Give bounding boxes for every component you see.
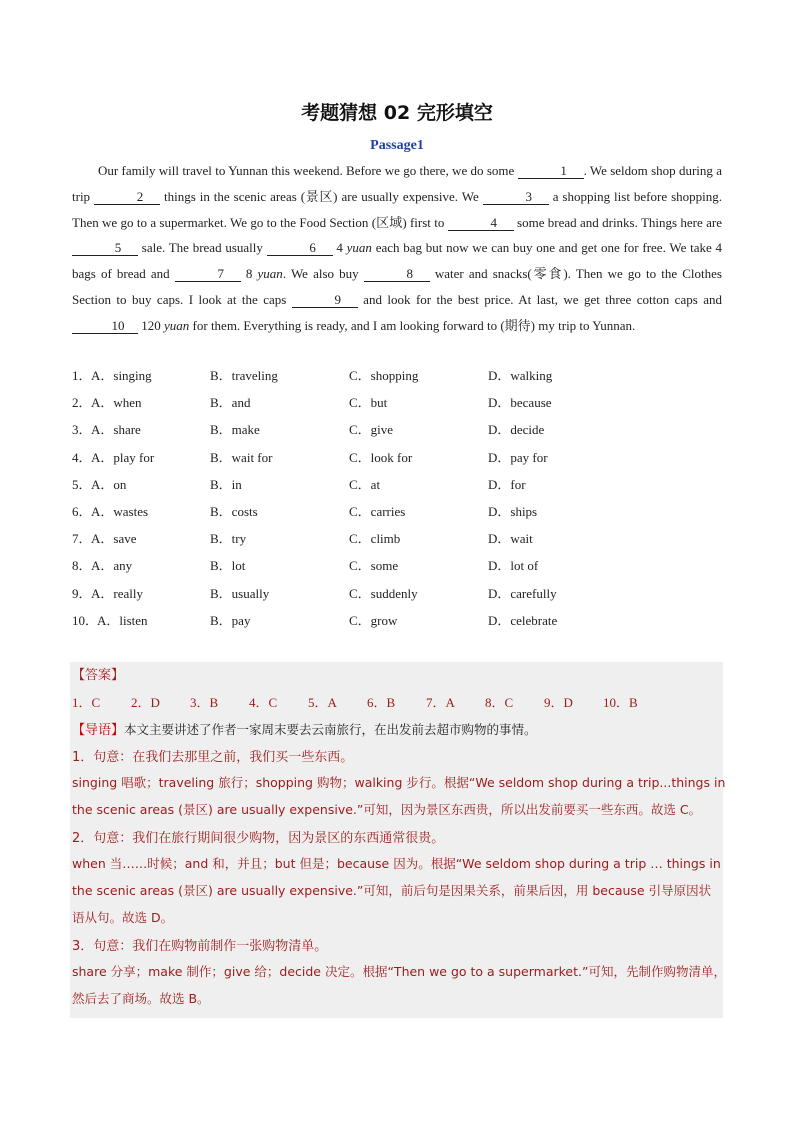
blank-3: 3 bbox=[483, 190, 549, 205]
option-a: A．save bbox=[91, 531, 137, 547]
question-list bbox=[72, 365, 732, 637]
option-d: D．walking bbox=[488, 368, 553, 383]
option-b: B．costs bbox=[210, 503, 258, 519]
option-a: A．wastes bbox=[91, 503, 149, 519]
question-row bbox=[72, 474, 732, 501]
yuan-word: yuan bbox=[346, 240, 372, 256]
question-row bbox=[72, 419, 732, 446]
option-a: A．share bbox=[91, 422, 141, 438]
blank-5: 5 bbox=[72, 241, 138, 256]
option-d: D．for bbox=[488, 476, 526, 492]
passage-segment: some bread and drinks. Things here are bbox=[513, 214, 722, 230]
question-row bbox=[72, 447, 732, 474]
option-d: D．ships bbox=[488, 503, 538, 519]
passage-segment: sale. The bread usually bbox=[138, 240, 267, 256]
question-row bbox=[72, 583, 732, 610]
option-c: C．at bbox=[349, 476, 381, 492]
explanation-1-line: singing 唱歌；traveling 旅行；shopping 购物；walking 步行。根据“We seldom shop during a trip...things in bbox=[72, 775, 726, 790]
passage-text bbox=[72, 158, 722, 339]
option-a: A．when bbox=[91, 395, 142, 411]
question-number: 10． bbox=[72, 612, 99, 628]
answer-item: 2．D bbox=[131, 695, 160, 710]
answer-key-row bbox=[72, 692, 712, 712]
passage-segment: for them. Everything is ready, and I am looking forward to (期待) my trip to Yunnan. bbox=[189, 317, 636, 333]
question-number: 2． bbox=[72, 395, 92, 411]
option-b: B．traveling bbox=[210, 368, 278, 383]
option-b: B．pay bbox=[210, 612, 251, 628]
question-row bbox=[72, 365, 732, 392]
question-row bbox=[72, 528, 732, 555]
answer-item: 5．A bbox=[308, 695, 337, 710]
question-number: 9． bbox=[72, 585, 92, 601]
option-c: C．shopping bbox=[349, 368, 419, 383]
explanation-2-line: when 当……时候；and 和，并且；but 但是；because 因为。根据“We seldom shop during a trip … things in bbox=[72, 856, 721, 871]
passage-segment: and look for the best price. At last, we get three cotton caps and bbox=[357, 291, 722, 307]
option-d: D．wait bbox=[488, 531, 533, 547]
blank-9: 9 bbox=[292, 293, 358, 308]
page-title: 考题猜想 02 完形填空 bbox=[301, 102, 493, 124]
question-number: 7． bbox=[72, 531, 92, 547]
question-number: 4． bbox=[72, 449, 92, 465]
answer-header: 【答案】 bbox=[72, 668, 125, 683]
question-number: 3． bbox=[72, 422, 92, 438]
explanation-3-line: share 分享；make 制作；give 给；decide 决定。根据“Then we go to a supermarket.”可知，先制作购物清单， bbox=[72, 964, 726, 979]
blank-7: 7 bbox=[175, 267, 241, 282]
option-c: C．some bbox=[349, 558, 399, 574]
explanation-1-line: the scenic areas (景区) are usually expensive.”可知，因为景区东西贵，所以出发前要买一些东西。故选 C。 bbox=[72, 802, 702, 817]
option-a: A．really bbox=[91, 585, 143, 601]
option-a: A．singing bbox=[91, 368, 152, 383]
answer-item: 8．C bbox=[485, 695, 514, 710]
option-a: A．listen bbox=[97, 612, 148, 628]
answer-item: 6．B bbox=[367, 695, 396, 710]
option-d: D．because bbox=[488, 395, 552, 411]
answer-item: 10．B bbox=[603, 695, 638, 710]
answer-item: 4．C bbox=[249, 695, 278, 710]
option-a: A．on bbox=[91, 476, 127, 492]
option-c: C．grow bbox=[349, 612, 398, 628]
option-d: D．pay for bbox=[488, 449, 548, 465]
question-number: 6． bbox=[72, 503, 92, 519]
blank-6: 6 bbox=[267, 241, 333, 256]
question-number: 1． bbox=[72, 368, 92, 383]
answer-item: 1．C bbox=[72, 695, 101, 710]
explanation-2-line: 语从句。故选 D。 bbox=[72, 910, 174, 925]
blank-10: 10 bbox=[72, 319, 138, 334]
option-c: C．climb bbox=[349, 531, 401, 547]
explanation-3-title: 3．句意：我们在购物前制作一张购物清单。 bbox=[72, 939, 328, 954]
option-a: A．any bbox=[91, 558, 133, 574]
option-d: D．decide bbox=[488, 422, 545, 438]
option-b: B．usually bbox=[210, 585, 270, 601]
passage-segment: things in the scenic areas (景区) are usually expensive. We bbox=[160, 188, 483, 204]
guide-label: 【导语】 bbox=[72, 723, 125, 738]
passage-segment: 120 bbox=[138, 317, 164, 333]
explanation-2-title: 2．句意：我们在旅行期间很少购物，因为景区的东西通常很贵。 bbox=[72, 831, 445, 846]
option-b: B．wait for bbox=[210, 449, 273, 465]
passage-segment: a shopping list before shopping. Then we go to a supermarket. We go to the Food Section (区域) first to bbox=[72, 188, 722, 230]
answer-explanation-box bbox=[70, 662, 726, 1018]
option-b: B．make bbox=[210, 422, 260, 438]
passage-segment: 8 bbox=[240, 266, 258, 282]
question-number: 5． bbox=[72, 476, 92, 492]
option-b: B．try bbox=[210, 531, 247, 547]
option-a: A．play for bbox=[91, 449, 155, 465]
answer-item: 9．D bbox=[544, 695, 573, 710]
passage-segment: Our family will travel to Yunnan this weekend. Before we go there, we do some bbox=[98, 163, 518, 178]
answer-item: 3．B bbox=[190, 695, 219, 710]
passage-segment: water and snacks(零食). Then we go to the Clothes Section to buy caps. I look at the caps bbox=[72, 266, 722, 307]
passage-title: Passage1 bbox=[370, 138, 424, 153]
answer-item: 7．A bbox=[426, 695, 455, 710]
passage-segment: . We seldom shop during a trip bbox=[72, 163, 722, 204]
option-b: B．and bbox=[210, 395, 251, 411]
question-number: 8． bbox=[72, 558, 92, 574]
guide-text: 本文主要讲述了作者一家周末要去云南旅行，在出发前去超市购物的事情。 bbox=[124, 722, 537, 737]
option-c: C．look for bbox=[349, 449, 413, 465]
question-row bbox=[72, 501, 732, 528]
option-d: D．carefully bbox=[488, 585, 557, 601]
option-c: C．but bbox=[349, 395, 388, 411]
blank-4: 4 bbox=[448, 216, 514, 231]
explanation-2-line: the scenic areas (景区) are usually expensive.”可知，前后句是因果关系，前果后因，用 because 引导原因状 bbox=[72, 883, 712, 898]
question-row bbox=[72, 555, 732, 582]
passage-segment: . We also buy bbox=[282, 266, 364, 282]
explanation-1-title: 1．句意：在我们去那里之前，我们买一些东西。 bbox=[72, 750, 354, 765]
question-row bbox=[72, 392, 732, 419]
option-c: C．suddenly bbox=[349, 585, 418, 601]
yuan-word: yuan bbox=[164, 317, 190, 333]
passage-segment: 4 bbox=[332, 240, 347, 256]
blank-2: 2 bbox=[94, 190, 160, 205]
option-b: B．in bbox=[210, 476, 242, 492]
yuan-word: yuan bbox=[257, 266, 283, 282]
option-d: D．lot of bbox=[488, 558, 539, 574]
explanation-3-line: 然后去了商场。故选 B。 bbox=[72, 991, 210, 1006]
option-c: C．give bbox=[349, 422, 394, 438]
question-row bbox=[72, 610, 732, 637]
option-c: C．carries bbox=[349, 503, 406, 519]
option-d: D．celebrate bbox=[488, 612, 558, 628]
option-b: B．lot bbox=[210, 558, 246, 574]
blank-8: 8 bbox=[364, 267, 430, 282]
guide-line bbox=[72, 719, 537, 738]
passage-segment: each bag but now we can buy one and get one for free. We take 4 bags of bread and bbox=[72, 240, 723, 282]
blank-1: 1 bbox=[518, 164, 584, 179]
